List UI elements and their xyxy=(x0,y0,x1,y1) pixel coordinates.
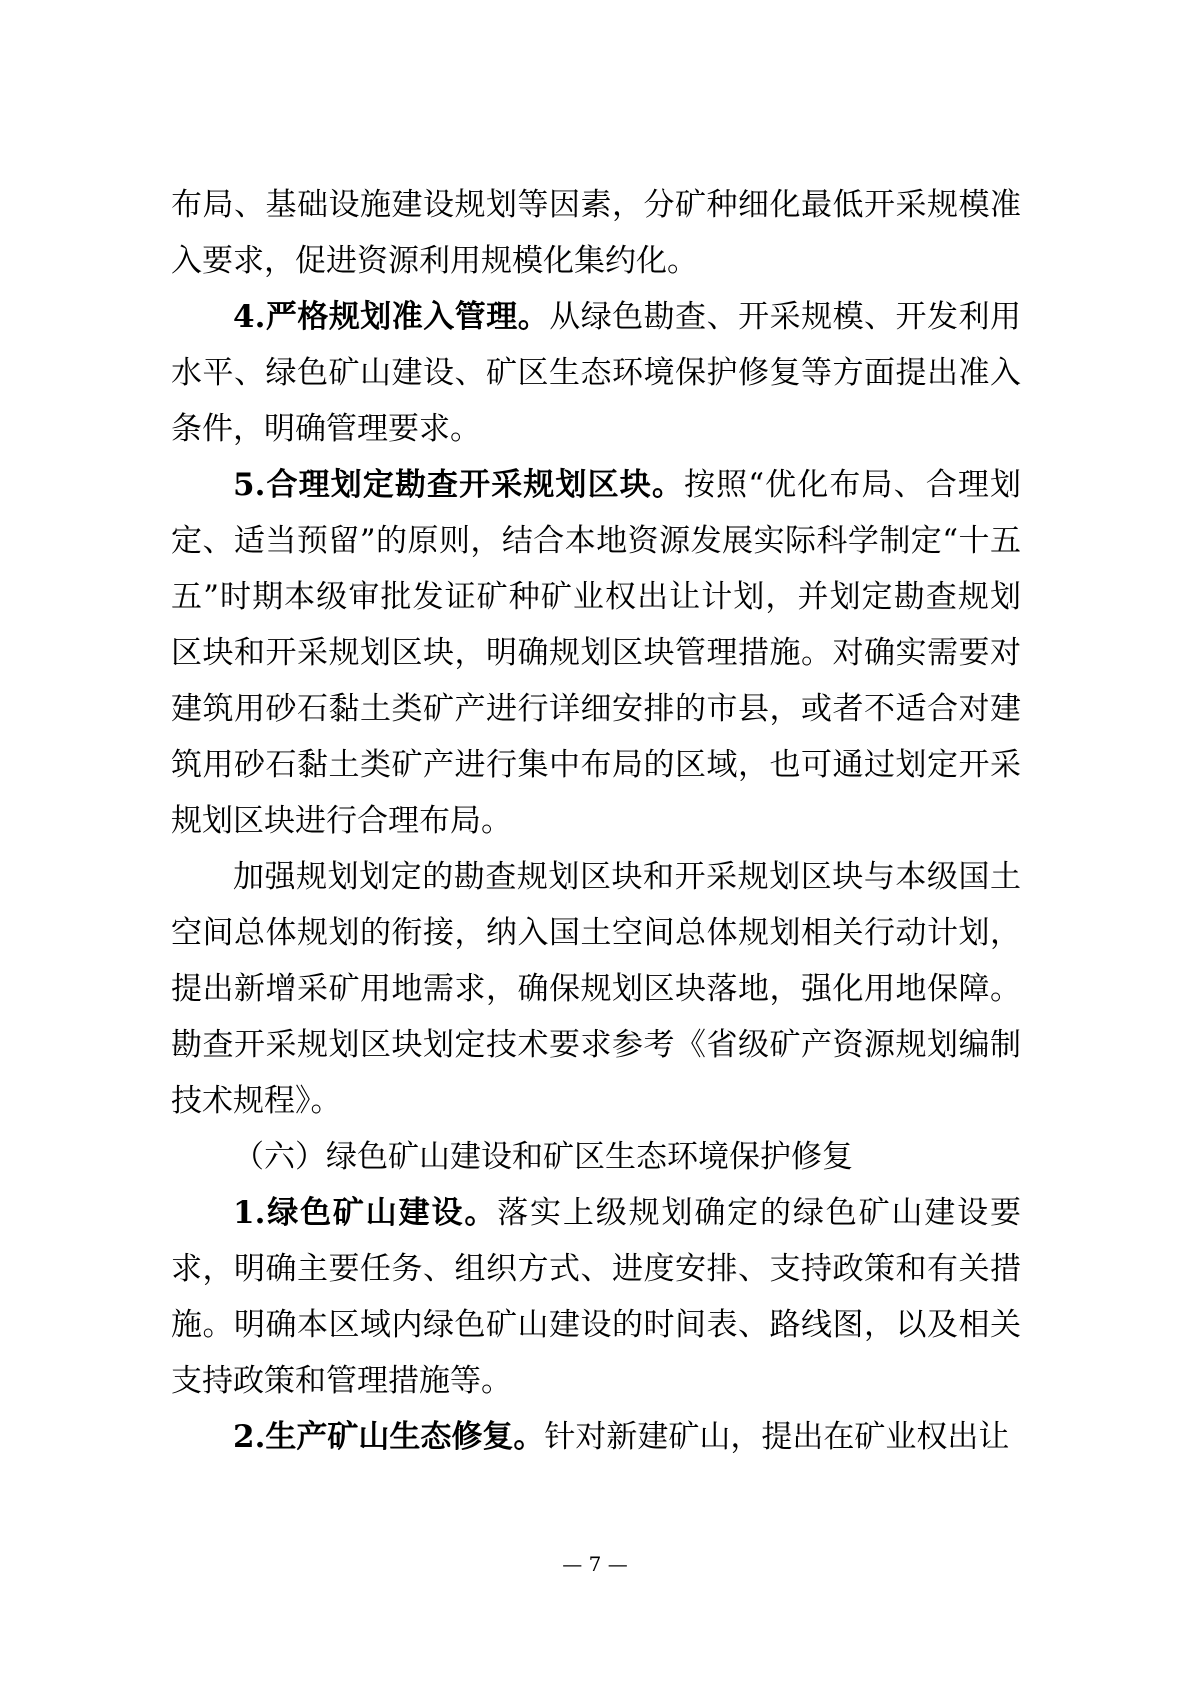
paragraph-heading: 4.严格规划准入管理。 xyxy=(233,299,550,335)
body-text xyxy=(171,177,1021,1465)
paragraph-text: 按照“优化布局、合理划定、适当预留”的原则，结合本地资源发展实际科学制定“十五五”时期本级审批发证矿种矿业权出让计划，并划定勘查规划区块和开采规划区块，明确规划区块管理措施。对确实需要对建筑用砂石黏土类矿产进行详细安排的市县，或者不适合对建筑用砂石黏土类矿产进行集中布局的区域，也可通过划定开采规划区块进行合理布局。 xyxy=(171,467,1021,839)
paragraph-land-use xyxy=(171,849,1021,1129)
paragraph-text: 针对新建矿山，提出在矿业权出让 xyxy=(544,1419,1010,1455)
paragraph-heading: 1.绿色矿山建设。 xyxy=(233,1195,498,1231)
paragraph-planning-blocks xyxy=(171,457,1021,849)
paragraph-green-mine-building xyxy=(171,1185,1021,1409)
paragraph-text: 布局、基础设施建设规划等因素，分矿种细化最低开采规模准入要求，促进资源利用规模化集约化。 xyxy=(171,187,1021,279)
paragraph-planning-access xyxy=(171,289,1021,457)
paragraph-continuation xyxy=(171,177,1021,289)
paragraph-text: 落实上级规划确定的绿色矿山建设要求，明确主要任务、组织方式、进度安排、支持政策和有关措施。明确本区域内绿色矿山建设的时间表、路线图，以及相关支持政策和管理措施等。 xyxy=(171,1195,1022,1399)
paragraph-text: 加强规划划定的勘查规划区块和开采规划区块与本级国土空间总体规划的衔接，纳入国土空间总体规划相关行动计划，提出新增采矿用地需求，确保规划区块落地，强化用地保障。勘查开采规划区块划定技术要求参考《省级矿产资源规划编制技术规程》。 xyxy=(171,859,1021,1119)
paragraph-ecological-restoration xyxy=(171,1409,1021,1465)
page-number: — 7 — xyxy=(562,1552,628,1576)
section-heading-text: （六）绿色矿山建设和矿区生态环境保护修复 xyxy=(233,1139,853,1175)
section-heading-green-mines xyxy=(171,1129,1021,1185)
paragraph-heading: 2.生产矿山生态修复。 xyxy=(233,1419,545,1455)
paragraph-heading: 5.合理划定勘查开采规划区块。 xyxy=(233,467,684,503)
paragraph-text: 从绿色勘查、开采规模、开发利用水平、绿色矿山建设、矿区生态环境保护修复等方面提出准入条件，明确管理要求。 xyxy=(171,299,1021,447)
